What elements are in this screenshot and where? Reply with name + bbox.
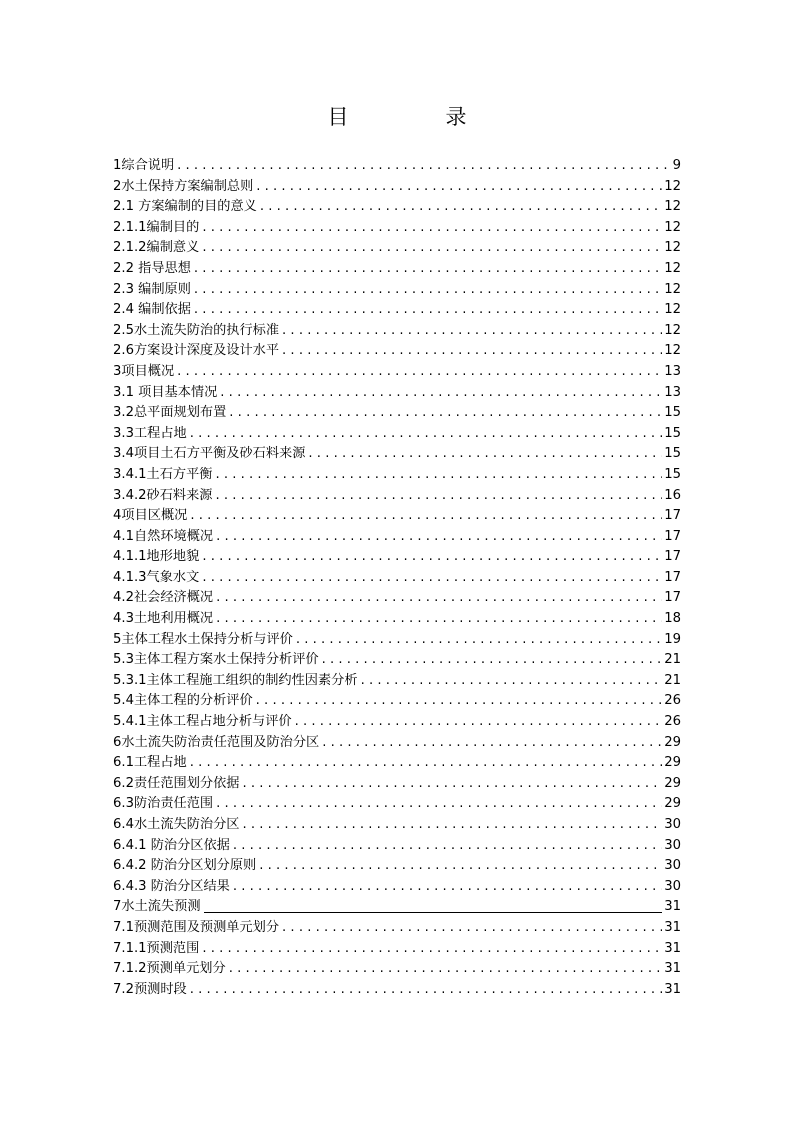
toc-dot-leader: [296, 630, 662, 651]
toc-entry-page-number: 12: [664, 343, 681, 359]
toc-entry-label: 7.1.1预测范围: [113, 940, 200, 956]
toc-dot-leader: [361, 671, 663, 692]
toc-entry[interactable]: [113, 691, 681, 712]
toc-entry-page-number: 12: [664, 199, 681, 215]
toc-dot-leader: [177, 362, 662, 383]
toc-entry-page-number: 31: [664, 919, 681, 935]
toc-entry-label: 6.4.3 防治分区结果: [113, 878, 230, 894]
toc-dot-leader: [259, 856, 662, 877]
toc-entry[interactable]: [113, 588, 681, 609]
toc-dot-leader: [216, 794, 662, 815]
toc-entry-page-number: 21: [664, 672, 681, 688]
toc-entry[interactable]: [113, 259, 681, 280]
toc-entry[interactable]: [113, 815, 681, 836]
toc-dot-leader: [220, 383, 662, 404]
toc-dot-leader: [242, 774, 662, 795]
toc-dot-leader: [256, 177, 662, 198]
toc-entry-label: 3.4.2砂石料来源: [113, 487, 213, 503]
toc-entry[interactable]: [113, 671, 681, 692]
toc-entry[interactable]: [113, 527, 681, 548]
toc-entry-label: 2.6方案设计深度及设计水平: [113, 343, 280, 359]
toc-entry-label: 4.3土地利用概况: [113, 611, 214, 627]
toc-entry-label: 3.4项目土石方平衡及砂石料来源: [113, 446, 306, 462]
toc-entry-label: 6.1工程占地: [113, 755, 187, 771]
toc-dot-leader: [282, 918, 662, 939]
toc-entry-label: 6.4水土流失防治分区: [113, 817, 240, 832]
toc-entry-page-number: 29: [664, 734, 681, 750]
toc-entry-page-number: 31: [664, 961, 681, 977]
toc-entry-page-number: 30: [664, 817, 681, 832]
toc-entry[interactable]: [113, 856, 681, 877]
toc-entry-page-number: 30: [664, 858, 681, 874]
toc-entry-label: 2.1 方案编制的目的意义: [113, 199, 257, 215]
toc-dot-leader: [282, 341, 662, 362]
toc-dot-leader: [229, 959, 663, 980]
toc-entry-label: 6水土流失防治责任范围及防治分区: [113, 734, 320, 750]
toc-entry-page-number: 15: [664, 446, 681, 462]
toc-entry-label: 1综合说明: [113, 158, 175, 173]
toc-entry-page-number: 13: [664, 363, 681, 379]
toc-dot-leader: [216, 465, 663, 486]
table-of-contents: [113, 156, 681, 1000]
toc-entry[interactable]: [113, 918, 681, 939]
toc-entry-label: 6.2责任范围划分依据: [113, 775, 240, 791]
toc-entry-page-number: 19: [664, 631, 681, 647]
toc-dot-leader: [229, 403, 662, 424]
toc-entry[interactable]: [113, 753, 681, 774]
toc-entry-page-number: 12: [664, 260, 681, 276]
toc-dot-leader: [233, 836, 662, 857]
toc-entry-label: 7.1.2预测单元划分: [113, 961, 226, 977]
toc-entry-page-number: 26: [664, 714, 681, 730]
toc-entry[interactable]: [113, 403, 681, 424]
toc-entry[interactable]: [113, 877, 681, 898]
toc-entry[interactable]: [113, 733, 681, 754]
toc-entry-page-number: 26: [664, 693, 681, 709]
toc-dot-leader: [295, 712, 663, 733]
toc-entry-label: 7.2预测时段: [113, 981, 187, 997]
toc-entry-label: 4项目区概况: [113, 508, 188, 524]
toc-entry-page-number: 21: [664, 652, 681, 668]
toc-entry-label: 2.4 编制依据: [113, 302, 191, 318]
toc-dot-leader: [194, 259, 662, 280]
toc-entry-label: 4.1.1地形地貌: [113, 549, 200, 565]
toc-entry-label: 4.2社会经济概况: [113, 590, 214, 606]
toc-entry-page-number: 30: [664, 837, 681, 853]
toc-dot-leader: [216, 486, 663, 507]
toc-entry[interactable]: [113, 424, 681, 445]
toc-dot-leader: [194, 280, 662, 301]
toc-entry-label: 2水土保持方案编制总则: [113, 178, 254, 194]
toc-entry-label: 2.3 编制原则: [113, 281, 191, 297]
toc-entry[interactable]: [113, 650, 681, 671]
toc-entry-page-number: 12: [664, 240, 681, 256]
toc-entry-page-number: 12: [664, 219, 681, 235]
toc-entry-page-number: 15: [664, 425, 681, 441]
toc-entry-page-number: 30: [664, 878, 681, 894]
toc-entry[interactable]: [113, 959, 681, 980]
toc-entry-label: 5.4主体工程的分析评价: [113, 693, 253, 709]
toc-entry-label: 2.2 指导思想: [113, 260, 191, 276]
toc-entry-page-number: 12: [664, 281, 681, 297]
toc-entry[interactable]: [113, 300, 681, 321]
toc-dot-leader: [202, 547, 662, 568]
toc-entry[interactable]: [113, 197, 681, 218]
toc-entry-label: 5.3.1主体工程施工组织的制约性因素分析: [113, 672, 358, 688]
toc-entry[interactable]: [113, 486, 681, 507]
toc-dot-leader: [216, 527, 662, 548]
toc-dot-leader: [256, 691, 663, 712]
toc-entry[interactable]: [113, 383, 681, 404]
toc-dot-leader: [216, 609, 662, 630]
toc-dot-leader: [242, 815, 662, 836]
toc-entry-page-number: 12: [664, 178, 681, 194]
toc-entry[interactable]: [113, 465, 681, 486]
toc-entry-label: 5.3主体工程方案水土保持分析评价: [113, 652, 319, 668]
toc-entry-label: 3.3工程占地: [113, 425, 187, 441]
toc-entry[interactable]: [113, 362, 681, 383]
toc-entry[interactable]: [113, 712, 681, 733]
toc-entry-label: 6.4.2 防治分区划分原则: [113, 858, 257, 874]
toc-dot-leader: [177, 156, 670, 177]
toc-entry-label: 3.4.1土石方平衡: [113, 466, 213, 482]
toc-entry-page-number: 29: [664, 796, 681, 812]
toc-entry-page-number: 9: [672, 158, 681, 173]
toc-entry[interactable]: [113, 218, 681, 239]
toc-dot-leader: [260, 197, 662, 218]
toc-entry-label: 7水土流失预测: [113, 899, 201, 915]
toc-title: 目 录: [327, 105, 505, 129]
toc-dot-leader: [202, 568, 662, 589]
toc-entry-page-number: 29: [664, 775, 681, 791]
toc-entry[interactable]: [113, 506, 681, 527]
toc-dot-leader: [308, 444, 662, 465]
toc-entry-page-number: 31: [664, 940, 681, 956]
toc-entry[interactable]: [113, 630, 681, 651]
toc-entry-label: 5.4.1主体工程占地分析与评价: [113, 714, 292, 730]
toc-entry-page-number: 16: [664, 487, 681, 503]
toc-dot-leader: [322, 650, 663, 671]
toc-entry-page-number: 12: [664, 302, 681, 318]
toc-dot-leader: [216, 588, 662, 609]
toc-entry-page-number: 15: [664, 466, 681, 482]
toc-entry-label: 7.1预测范围及预测单元划分: [113, 919, 280, 935]
toc-entry-label: 2.5水土流失防治的执行标准: [113, 322, 280, 338]
toc-entry[interactable]: [113, 836, 681, 857]
toc-dot-leader: [322, 733, 662, 754]
toc-entry[interactable]: [113, 774, 681, 795]
toc-entry[interactable]: [113, 980, 681, 1001]
toc-dot-leader: [233, 877, 662, 898]
toc-entry-page-number: 31: [664, 981, 681, 997]
toc-entry-page-number: 15: [664, 405, 681, 421]
toc-entry-label: 3.2总平面规划布置: [113, 405, 227, 421]
toc-entry-page-number: 18: [664, 611, 681, 627]
toc-entry-page-number: 13: [664, 384, 681, 400]
toc-entry[interactable]: [113, 794, 681, 815]
toc-entry[interactable]: [113, 280, 681, 301]
toc-dot-leader: [190, 506, 662, 527]
toc-dot-leader: [204, 900, 663, 913]
toc-dot-leader: [202, 238, 662, 259]
toc-entry-page-number: 17: [664, 569, 681, 585]
toc-dot-leader: [190, 980, 662, 1001]
toc-dot-leader: [190, 424, 662, 445]
toc-entry-label: 6.3防治责任范围: [113, 796, 214, 812]
toc-dot-leader: [202, 218, 662, 239]
toc-entry[interactable]: [113, 341, 681, 362]
toc-entry-page-number: 12: [664, 322, 681, 338]
toc-entry-page-number: 17: [664, 549, 681, 565]
toc-entry[interactable]: [113, 609, 681, 630]
toc-dot-leader: [202, 939, 662, 960]
toc-entry-label: 2.1.1编制目的: [113, 219, 200, 235]
toc-entry-label: 2.1.2编制意义: [113, 240, 200, 256]
toc-entry-page-number: 17: [664, 508, 681, 524]
toc-dot-leader: [190, 753, 662, 774]
toc-entry[interactable]: [113, 177, 681, 198]
toc-entry-label: 4.1.3气象水文: [113, 569, 200, 585]
toc-dot-leader: [282, 321, 662, 342]
toc-entry-label: 4.1自然环境概况: [113, 528, 214, 544]
toc-entry-page-number: 29: [664, 755, 681, 771]
toc-entry[interactable]: [113, 547, 681, 568]
toc-entry[interactable]: [113, 321, 681, 342]
toc-entry-page-number: 31: [664, 899, 681, 915]
toc-entry[interactable]: [113, 238, 681, 259]
toc-entry[interactable]: [113, 939, 681, 960]
toc-entry-label: 3项目概况: [113, 363, 175, 379]
toc-entry[interactable]: [113, 568, 681, 589]
toc-dot-leader: [194, 300, 662, 321]
toc-entry-label: 6.4.1 防治分区依据: [113, 837, 230, 853]
toc-entry-label: 5主体工程水土保持分析与评价: [113, 631, 293, 647]
toc-entry[interactable]: [113, 444, 681, 465]
toc-entry[interactable]: [113, 156, 681, 177]
toc-entry[interactable]: [113, 897, 681, 918]
toc-entry-label: 3.1 项目基本情况: [113, 384, 218, 400]
toc-entry-page-number: 17: [664, 590, 681, 606]
toc-entry-page-number: 17: [664, 528, 681, 544]
